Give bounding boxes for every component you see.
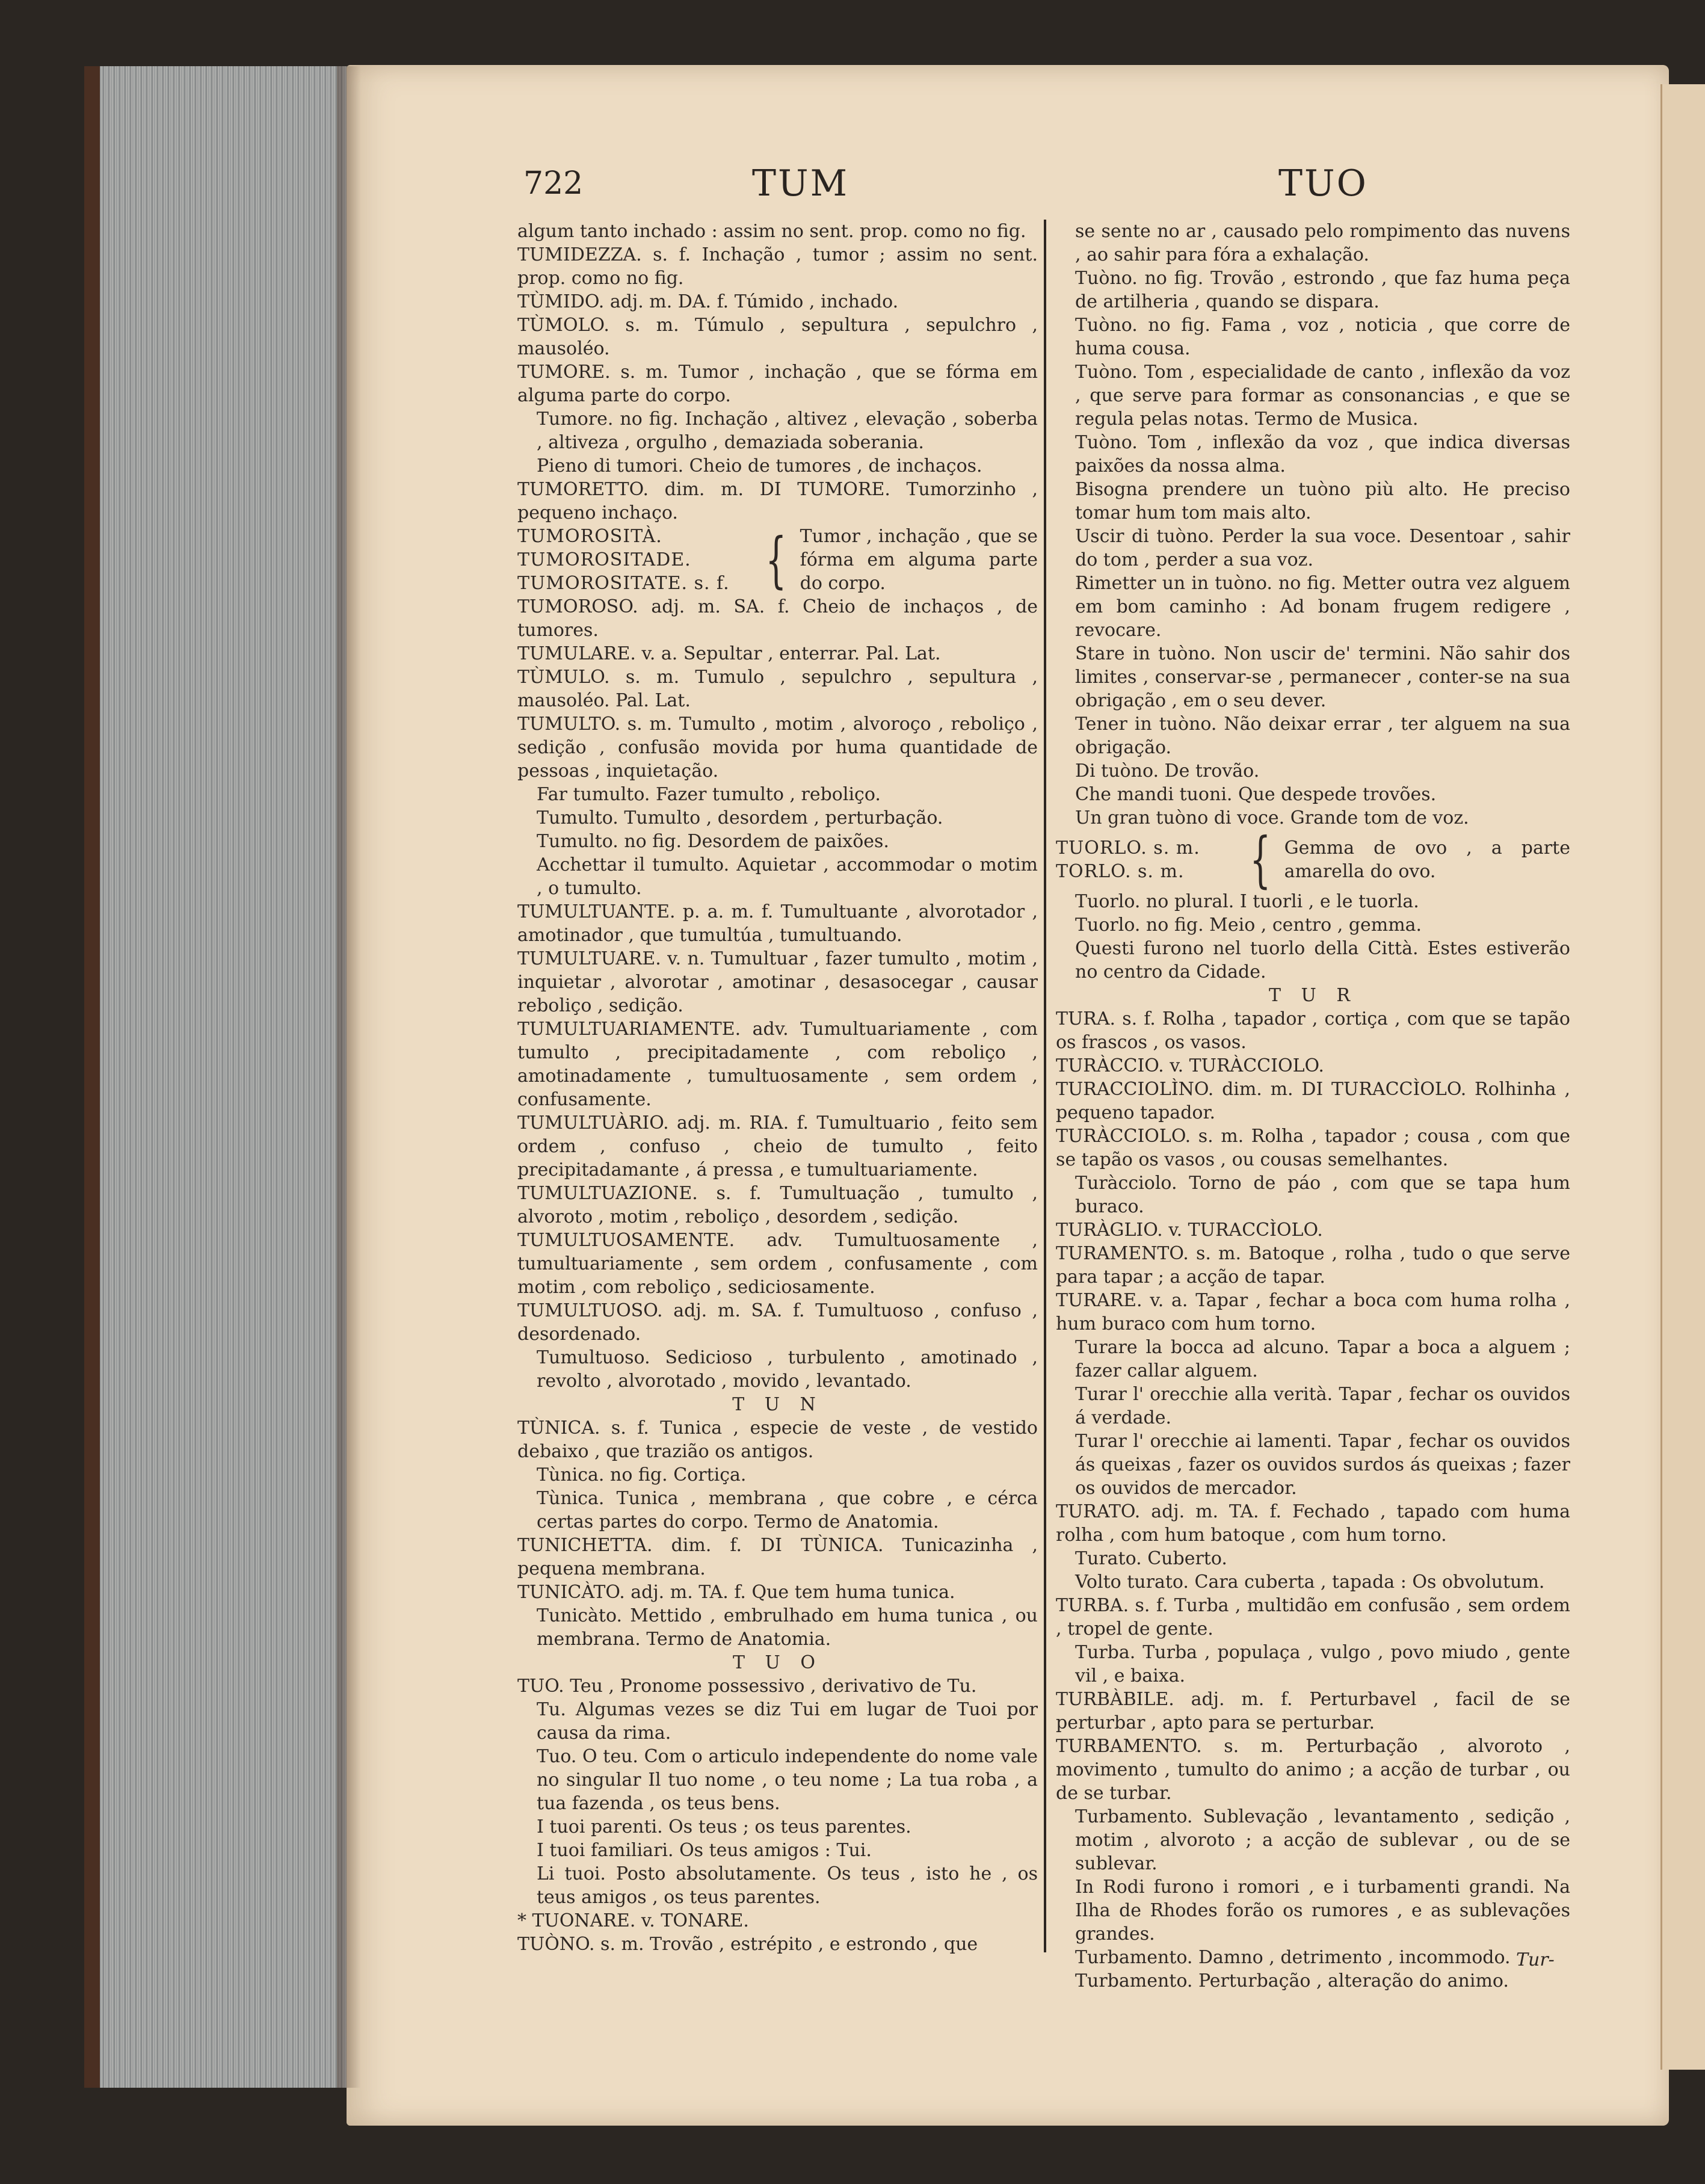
running-head-right: TUO [1278, 162, 1368, 205]
sub-entry: Turba. Turba , populaça , vulgo , povo miudo , gente vil , e baixa. [1075, 1642, 1570, 1686]
dictionary-entry: TUMULTUARIAMENTE. adv. Tumultuariamente , com tumulto , precipitadamente , com reboliço , amotinadamente , tumultuosamente , sem ordem , confusamente. [517, 1019, 1038, 1110]
dictionary-entry: TURATO. adj. m. TA. f. Fechado , tapado com huma rolha , com hum batoque , com hum torno. [1056, 1501, 1570, 1546]
dictionary-entry: TÙMULO. s. m. Tumulo , sepulchro , sepultura , mausoléo. Pal. Lat. [517, 667, 1038, 711]
sub-entry: Che mandi tuoni. Que despede trovões. [1075, 784, 1437, 805]
sub-entry: Tener in tuòno. Não deixar errar , ter alguem na sua obrigação. [1075, 714, 1570, 758]
dictionary-entry: TURAMENTO. s. m. Batoque , rolha , tudo o que serve para tapar ; a acção de tapar. [1056, 1243, 1570, 1288]
sub-entry: Pieno di tumori. Cheio de tumores , de inchaços. [537, 455, 982, 477]
dictionary-entry: TURÀCCIO. v. TURÀCCIOLO. [1056, 1055, 1324, 1076]
sub-entry: I tuoi familiari. Os teus amigos : Tui. [537, 1840, 872, 1861]
sub-entry: Tunicàto. Mettido , embrulhado em huma tunica , ou membrana. Termo de Anatomia. [537, 1605, 1038, 1650]
dictionary-entry: TURBA. s. f. Turba , multidão em confusão , sem ordem , tropel de gente. [1056, 1595, 1570, 1640]
sub-entry: Questi furono nel tuorlo della Città. Estes estiverão no centro da Cidade. [1075, 938, 1570, 982]
facing-page-edge [1660, 84, 1705, 2070]
sub-entry: Acchettar il tumulto. Aquietar , accommodar o motim , o tumulto. [537, 854, 1038, 899]
dictionary-entry: TUMOROSO. adj. m. SA. f. Cheio de inchaços , de tumores. [517, 596, 1038, 641]
catchword: Tur- [1516, 1949, 1555, 1970]
sub-entry: Un gran tuòno di voce. Grande tom de voz. [1075, 807, 1469, 828]
dictionary-entry: TUNICÀTO. adj. m. TA. f. Que tem huma tunica. [517, 1582, 955, 1603]
curly-brace: { [765, 524, 787, 595]
dictionary-entry: * TUONARE. v. TONARE. [517, 1910, 749, 1931]
page-block-edge [84, 66, 361, 2088]
sub-entry: Tuorlo. no plural. I tuorli , e le tuorla. [1075, 891, 1419, 912]
sub-entry: Tumulto. Tumulto , desordem , perturbação. [537, 807, 943, 828]
spine-shadow [337, 66, 361, 2088]
dictionary-entry: TÙMOLO. s. m. Túmulo , sepultura , sepulchro , mausoléo. [517, 315, 1038, 359]
sub-entry: Turare la bocca ad alcuno. Tapar a boca a alguem ; fazer callar alguem. [1075, 1337, 1570, 1381]
braced-entry [517, 525, 1038, 595]
sub-entry: Tu. Algumas vezes se diz Tui em lugar de Tuoi por causa da rima. [537, 1699, 1038, 1744]
headword: TUMOROSITÀ. [517, 526, 662, 547]
dictionary-entry: TUMULTUANTE. p. a. m. f. Tumultuante , alvorotador , amotinador , que tumultúa , tumultuando. [517, 901, 1038, 946]
left-column [517, 220, 1038, 1956]
dictionary-entry: TUMULTUOSO. adj. m. SA. f. Tumultuoso , confuso , desordenado. [517, 1300, 1038, 1345]
sub-entry: Turbamento. Perturbação , alteração do animo. [1075, 1970, 1509, 1991]
sub-entry: Li tuoi. Posto absolutamente. Os teus , isto he , os teus amigos , os teus parentes. [537, 1863, 1038, 1908]
dictionary-entry: TUMIDEZZA. s. f. Inchação , tumor ; assim no sent. prop. como no fig. [517, 244, 1038, 289]
sub-entry: Rimetter un in tuòno. no fig. Metter outra vez alguem em bom caminho : Ad bonam frugem redigere , revocare. [1075, 573, 1570, 641]
dictionary-entry: TURÀGLIO. v. TURACCÌOLO. [1056, 1220, 1323, 1241]
page-number: 722 [523, 165, 584, 202]
sub-entry: Turar l' orecchie alla verità. Tapar , fechar os ouvidos á verdade. [1075, 1384, 1570, 1428]
sub-entry: Far tumulto. Fazer tumulto , reboliço. [537, 784, 881, 805]
sub-entry: Tuòno. Tom , inflexão da voz , que indica diversas paixões da nossa alma. [1075, 432, 1570, 477]
dictionary-entry: TURA. s. f. Rolha , tapador , cortiça , com que se tapão os frascos , os vasos. [1056, 1008, 1570, 1053]
dictionary-entry: TURACCIOLÌNO. dim. m. DI TURACCÌOLO. Rolhinha , pequeno tapador. [1056, 1079, 1570, 1123]
dictionary-entry: TURBÀBILE. adj. m. f. Perturbavel , facil de se perturbar , apto para se perturbar. [1056, 1689, 1570, 1733]
sub-entry: Stare in tuòno. Non uscir de' termini. Não sahir dos limites , conservar-se , permanecer , conter-se na sua obrigação , em o seu dever. [1075, 643, 1570, 711]
section-heading: T U R [1269, 985, 1357, 1006]
dictionary-entry: TURARE. v. a. Tapar , fechar a boca com huma rolha , hum buraco com hum torno. [1056, 1290, 1570, 1334]
sub-entry: Tùnica. Tunica , membrana , que cobre , e cérca certas partes do corpo. Termo de Anatomia. [537, 1488, 1038, 1532]
sub-entry: Tuorlo. no fig. Meio , centro , gemma. [1075, 915, 1422, 936]
entry-definition: Gemma de ovo , a parte amarella do ovo. [1284, 838, 1570, 882]
sub-entry: Tumultuoso. Sedicioso , turbulento , amotinado , revolto , alvorotado , movido , levantado. [537, 1347, 1038, 1392]
dictionary-entry: TUMORE. s. m. Tumor , inchação , que se fórma em alguma parte do corpo. [517, 362, 1038, 406]
sub-entry: se sente no ar , causado pelo rompimento das nuvens , ao sahir para fóra a exhalação. [1075, 221, 1570, 265]
sub-entry: Tuòno. Tom , especialidade de canto , inflexão da voz , que serve para formar as consonancias , e que se regula pelas notas. Termo de Musica. [1075, 362, 1570, 430]
sub-entry: In Rodi furono i romori , e i turbamenti grandi. Na Ilha de Rhodes forão os rumores , e as sublevações grandes. [1075, 1877, 1570, 1945]
entry-definition: Tumor , inchação , que se fórma em alguma parte do corpo. [800, 526, 1038, 594]
right-column [1056, 220, 1570, 1993]
braced-headwords [517, 525, 752, 595]
dictionary-entry: TUO. Teu , Pronome possessivo , derivativo de Tu. [517, 1676, 977, 1697]
column-rule [1044, 220, 1046, 1952]
dictionary-entry: TUÒNO. s. m. Trovão , estrépito , e estrondo , que [517, 1934, 978, 1955]
dictionary-entry: TUMULARE. v. a. Sepultar , enterrar. Pal. Lat. [517, 643, 941, 664]
headword: TORLO. s. m. [1056, 861, 1185, 882]
sub-entry: Tuòno. no fig. Trovão , estrondo , que faz huma peça de artilheria , quando se dispara. [1075, 268, 1570, 312]
braced-headwords [1056, 836, 1236, 883]
dictionary-entry: TUMULTUAZIONE. s. f. Tumultuação , tumulto , alvoroto , motim , reboliço , desordem , sedição. [517, 1183, 1038, 1227]
dictionary-entry: TUNICHETTA. dim. f. DI TÙNICA. Tunicazinha , pequena membrana. [517, 1535, 1038, 1579]
sub-entry: Uscir di tuòno. Perder la sua voce. Desentoar , sahir do tom , perder a sua voz. [1075, 526, 1570, 570]
sub-entry: Tùnica. no fig. Cortiça. [537, 1464, 747, 1485]
dictionary-entry: TURÀCCIOLO. s. m. Rolha , tapador ; cousa , com que se tapão os vasos , ou cousas semelhantes. [1056, 1126, 1570, 1170]
sub-entry: Di tuòno. De trovão. [1075, 760, 1260, 782]
dictionary-entry: TÙNICA. s. f. Tunica , especie de veste , de vestido debaixo , que trazião os antigos. [517, 1417, 1038, 1462]
sub-entry: Turato. Cuberto. [1075, 1548, 1227, 1569]
sub-entry: Turàcciolo. Torno de páo , com que se tapa hum buraco. [1075, 1173, 1570, 1217]
dictionary-entry: TURBAMENTO. s. m. Perturbação , alvoroto , movimento , tumulto do animo ; a acção de turbar , ou de se turbar. [1056, 1736, 1570, 1804]
sub-entry: Turar l' orecchie ai lamenti. Tapar , fechar os ouvidos ás queixas , fazer os ouvidos surdos ás queixas ; fazer os ouvidos de mercador. [1075, 1431, 1570, 1499]
sub-entry: I tuoi parenti. Os teus ; os teus parentes. [537, 1816, 911, 1837]
dictionary-entry: TUMULTUÀRIO. adj. m. RIA. f. Tumultuario , feito sem ordem , confuso , cheio de tumulto , feito precipitadamante , á pressa , e tumultuariamente. [517, 1112, 1038, 1180]
dictionary-entry: algum tanto inchado : assim no sent. prop. como no fig. [517, 221, 1026, 242]
sub-entry: Turbamento. Sublevação , levantamento , sedição , motim , alvoroto ; a acção de sublevar , ou de se sublevar. [1075, 1806, 1570, 1874]
sub-entry: Volto turato. Cara cuberta , tapada : Os obvolutum. [1075, 1572, 1545, 1593]
running-head-left: TUM [752, 162, 849, 205]
sub-entry: Tuo. O teu. Com o articulo independente do nome vale no singular Il tuo nome , o teu nome ; La tua roba , a tua fazenda , os teus bens. [537, 1746, 1038, 1814]
headword: TUORLO. s. m. [1056, 838, 1200, 859]
dictionary-entry: TUMULTUARE. v. n. Tumultuar , fazer tumulto , motim , inquietar , alvorotar , amotinar , desasocegar , causar reboliço , sedição. [517, 948, 1038, 1016]
curly-brace: { [1250, 824, 1271, 895]
section-heading: T U O [733, 1652, 822, 1673]
sub-entry: Bisogna prendere un tuòno più alto. He preciso tomar hum tom mais alto. [1075, 479, 1570, 523]
dictionary-entry: TÙMIDO. adj. m. DA. f. Túmido , inchado. [517, 291, 899, 312]
dictionary-entry: TUMORETTO. dim. m. DI TUMORE. Tumorzinho , pequeno inchaço. [517, 479, 1038, 523]
sub-entry: Tumulto. no fig. Desordem de paixões. [537, 831, 889, 852]
section-heading: T U N [732, 1394, 823, 1415]
headword: TUMOROSITATE. s. f. [517, 573, 730, 594]
dictionary-entry: TUMULTO. s. m. Tumulto , motim , alvoroço , reboliço , sedição , confusão movida por huma quantidade de pessoas , inquietação. [517, 714, 1038, 782]
sub-entry: Turbamento. Damno , detrimento , incommodo. [1075, 1947, 1511, 1968]
sub-entry: Tuòno. no fig. Fama , voz , noticia , que corre de huma cousa. [1075, 315, 1570, 359]
braced-entry [1056, 824, 1570, 895]
dictionary-entry: TUMULTUOSAMENTE. adv. Tumultuosamente , tumultuariamente , sem ordem , confusamente , com motim , com reboliço , sediciosamente. [517, 1230, 1038, 1298]
headword: TUMOROSITADE. [517, 549, 691, 570]
sub-entry: Tumore. no fig. Inchação , altivez , elevação , soberba , altiveza , orgulho , demaziada soberania. [537, 409, 1038, 453]
